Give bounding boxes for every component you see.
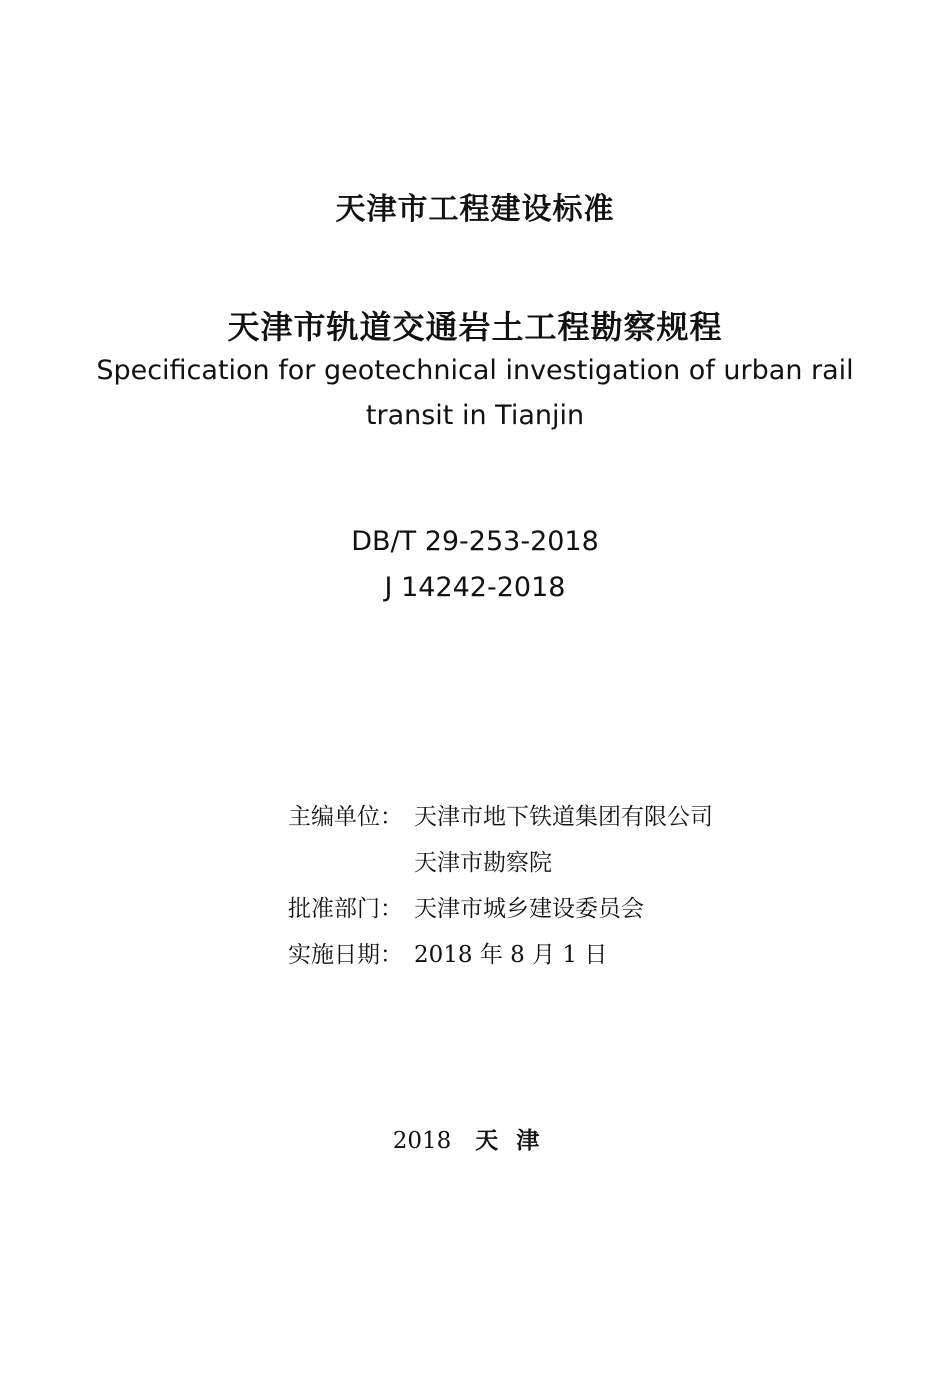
editor-row-2	[288, 848, 552, 878]
approver-row	[288, 894, 644, 924]
effective-date-label: 实施日期：	[288, 942, 403, 968]
effective-date-value: 2018 年 8 月 1 日	[414, 942, 608, 968]
editor-label: 主编单位：	[288, 804, 403, 830]
footer-imprint	[0, 1122, 950, 1155]
standard-code-j: J 14242-2018	[384, 572, 566, 603]
document-title-cn: 天津市轨道交通岩土工程勘察规程	[227, 308, 723, 346]
approver-label: 批准部门：	[288, 896, 403, 922]
footer-city: 天津	[475, 1128, 558, 1154]
editor-value: 天津市地下铁道集团有限公司	[414, 804, 713, 830]
approver-value: 天津市城乡建设委员会	[414, 896, 644, 922]
effective-date-row	[288, 940, 607, 970]
footer-year: 2018	[392, 1128, 452, 1154]
editor-row	[288, 802, 713, 832]
document-title-en-line2: transit in Tianjin	[365, 400, 585, 431]
document-title-en-line1: Specification for geotechnical investigation of urban rail	[96, 355, 854, 386]
series-title: 天津市工程建设标准	[335, 192, 615, 227]
editor-value-2: 天津市勘察院	[414, 850, 552, 876]
standard-code-db: DB/T 29-253-2018	[351, 526, 599, 557]
